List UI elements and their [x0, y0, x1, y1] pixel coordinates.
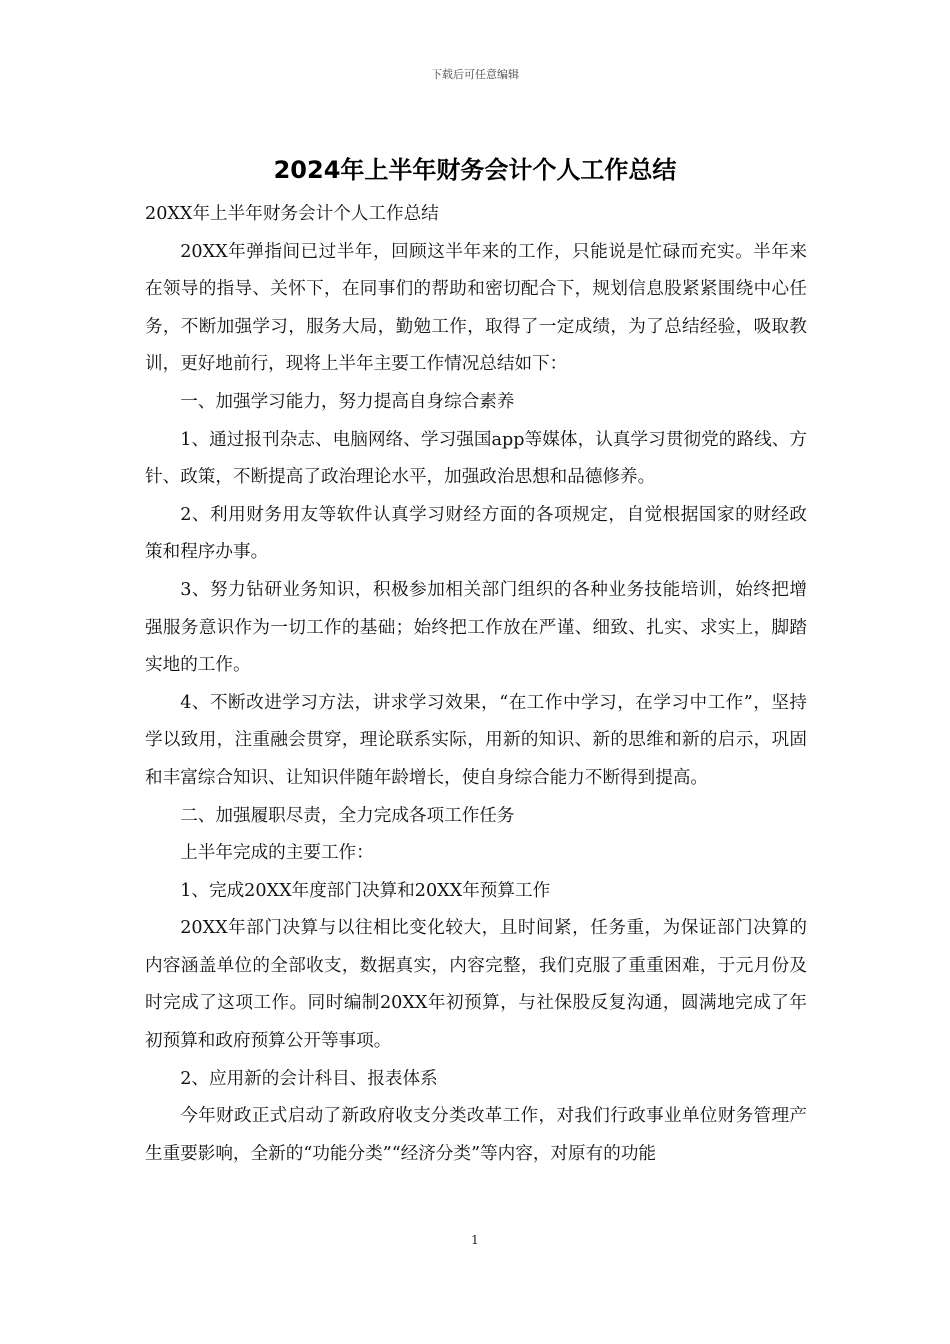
header-note: 下载后可任意编辑 [431, 68, 519, 81]
section-heading: 二、加强履职尽责，全力完成各项工作任务 [180, 805, 515, 826]
paragraph: 20XX年上半年财务会计个人工作总结 [145, 204, 439, 224]
paragraph: 上半年完成的主要工作： [180, 843, 374, 864]
paragraph: 1、通过报刊杂志、电脑网络、学习强国app等媒体，认真学习贯彻党的路线、方针、政策，不断提高了政治理论水平，加强政治思想和品德修养。 [145, 429, 807, 488]
paragraph: 今年财政正式启动了新政府收支分类改革工作，对我们行政事业单位财务管理产生重要影响，全新的“功能分类”“经济分类”等内容，对原有的功能 [145, 1106, 807, 1164]
paragraph: 2、利用财务用友等软件认真学习财经方面的各项规定，自觉根据国家的财经政策和程序办事。 [145, 504, 807, 563]
paragraph: 3、努力钻研业务知识，积极参加相关部门组织的各种业务技能培训，始终把增强服务意识作为一切工作的基础；始终把工作放在严谨、细致、扎实、求实上，脚踏实地的工作。 [145, 579, 807, 676]
section-heading: 一、加强学习能力，努力提高自身综合素养 [180, 391, 515, 412]
document-body [145, 196, 807, 1173]
subsection-heading: 2、应用新的会计科目、报表体系 [180, 1068, 438, 1089]
paragraph: 20XX年部门决算与以往相比变化较大，且时间紧，任务重，为保证部门决算的内容涵盖单位的全部收支，数据真实，内容完整，我们克服了重重困难，于元月份及时完成了这项工作。同时编制20XX年初预算，与社保股反复沟通，圆满地完成了年初预算和政府预算公开等事项。 [145, 918, 807, 1052]
paragraph: 20XX年弹指间已过半年，回顾这半年来的工作，只能说是忙碌而充实。半年来在领导的指导、关怀下，在同事们的帮助和密切配合下，规划信息股紧紧围绕中心任务，不断加强学习，服务大局，勤勉工作，取得了一定成绩，为了总结经验，吸取教训，更好地前行，现将上半年主要工作情况总结如下： [145, 241, 807, 375]
subsection-heading: 1、完成20XX年度部门决算和20XX年预算工作 [180, 880, 551, 901]
page-number: 1 [471, 1233, 479, 1247]
paragraph: 4、不断改进学习方法，讲求学习效果，“在工作中学习，在学习中工作”，坚持学以致用，注重融会贯穿，理论联系实际，用新的知识、新的思维和新的启示，巩固和丰富综合知识、让知识伴随年龄增长，使自身综合能力不断得到提高。 [145, 692, 807, 788]
document-title: 2024年上半年财务会计个人工作总结 [273, 156, 677, 184]
